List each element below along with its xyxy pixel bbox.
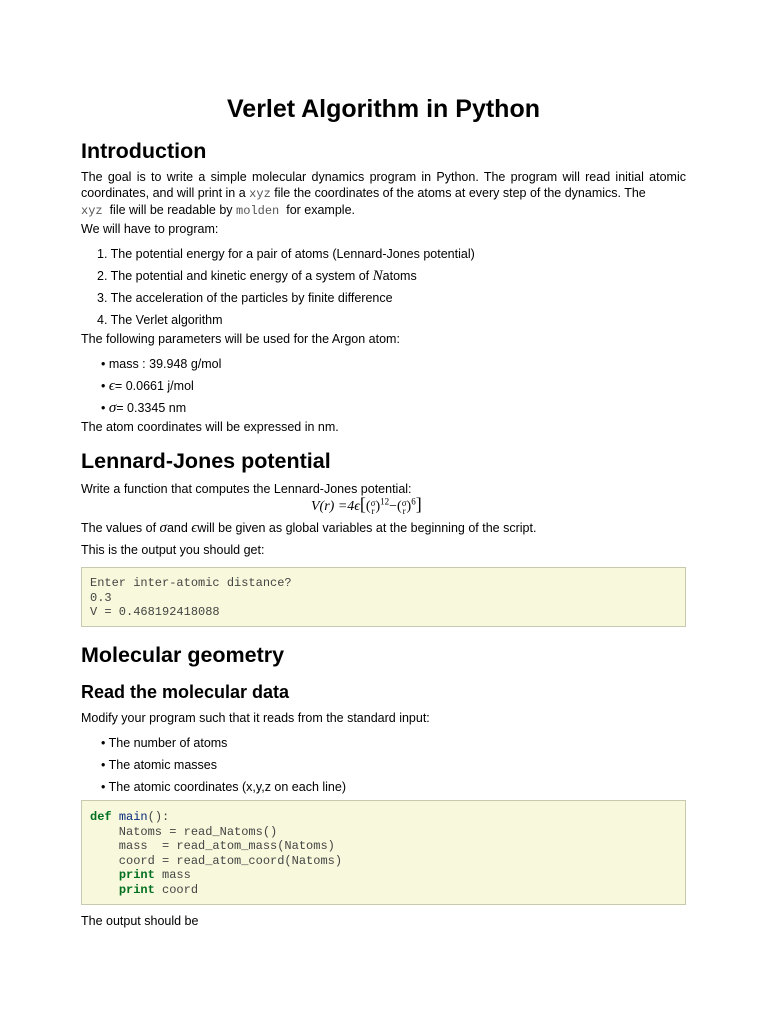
math-symbol-sigma: σ: [159, 520, 167, 536]
output-should-be-text: The output should be: [81, 914, 199, 928]
code-indent: [90, 868, 119, 882]
read-input-text: Modify your program such that it reads from the standard input:: [81, 711, 430, 725]
inline-code-xyz-2: xyz: [81, 204, 103, 218]
formula-fraction: [371, 499, 376, 515]
code-line: mass: [154, 868, 191, 883]
intro-text-d: for example.: [286, 203, 355, 217]
list-item: 3. The acceleration of the particles by finite difference: [97, 291, 393, 305]
math-symbol-epsilon: ϵ: [191, 520, 198, 536]
list-item: • mass : 39.948 g/mol: [101, 357, 222, 371]
math-symbol-n: N: [372, 268, 383, 284]
fraction-denominator: r: [371, 505, 375, 516]
bullet: •: [101, 401, 106, 415]
intro-paragraph: [81, 169, 686, 219]
list-item: • The atomic coordinates (x,y,z on each line): [101, 780, 347, 794]
output-code-text: Enter inter-atomic distance? 0.3 V = 0.468192418088: [90, 576, 292, 620]
math-symbol-epsilon: ϵ: [108, 378, 115, 394]
argon-params-intro: The following parameters will be used for the Argon atom:: [81, 332, 400, 346]
code-line: coord = read_atom_coord(Natoms): [90, 853, 343, 868]
exponent-12: 12: [380, 496, 390, 507]
text: The values of: [81, 521, 157, 535]
code-line: Natoms = read_Natoms(): [90, 824, 278, 839]
math-symbol-sigma: σ: [108, 400, 117, 416]
page-title: Verlet Algorithm in Python: [227, 95, 540, 123]
program-intro-text: We will have to program:: [81, 222, 219, 236]
code-signature: ():: [147, 810, 170, 824]
list-item: [97, 268, 417, 284]
section-heading-lennard-jones: Lennard-Jones potential: [81, 449, 331, 473]
list-item: [101, 400, 186, 416]
text: and: [166, 521, 188, 535]
section-heading-molecular-geometry: Molecular geometry: [81, 643, 285, 667]
list-item: • The atomic masses: [101, 758, 217, 772]
inline-code-xyz: xyz: [249, 187, 271, 201]
fraction-numerator: σ: [370, 497, 376, 508]
list-item: 1. The potential energy for a pair of atoms (Lennard-Jones potential): [97, 247, 475, 261]
intro-text-a: The goal is to write a simple molecular dynamics program in Python. The program will read initial atomic coordinates, and will print in a: [81, 170, 686, 200]
bullet: •: [101, 379, 106, 393]
output-code-block: [81, 567, 686, 627]
coordinates-note: The atom coordinates will be expressed in nm.: [81, 420, 339, 434]
list-item-text: 2. The potential and kinetic energy of a system of: [97, 269, 370, 283]
output-intro-text: This is the output you should get:: [81, 543, 265, 557]
text: will be given as global variables at the beginning of the script.: [197, 521, 537, 535]
intro-text-c: file will be readable by: [109, 203, 233, 217]
list-item: [101, 378, 194, 394]
formula-lhs: V(r) =4ϵ: [311, 499, 360, 514]
global-vars-text: [81, 520, 536, 536]
code-keyword-def: def: [90, 810, 112, 824]
code-keyword-print: print: [118, 868, 155, 883]
code-line: mass = read_atom_mass(Natoms): [90, 839, 335, 854]
main-function-code-block: [81, 800, 686, 905]
lennard-jones-formula: V(r) =4ϵ[( σ r )$^{12}$−( σ r )$^6$]: [311, 494, 422, 516]
list-item-text: = 0.3345 nm: [116, 401, 187, 415]
subsection-heading-read-data: Read the molecular data: [81, 682, 290, 702]
code-function-name: main: [118, 810, 148, 824]
lj-intro-text: Write a function that computes the Lennard-Jones potential:: [81, 482, 412, 496]
code-text: [90, 810, 342, 898]
formula-fraction: [402, 499, 407, 515]
list-item: • The number of atoms: [101, 736, 228, 750]
section-heading-introduction: Introduction: [81, 139, 207, 163]
list-item-tail: atoms: [382, 269, 417, 283]
list-item: 4. The Verlet algorithm: [97, 313, 223, 327]
intro-text-b: file the coordinates of the atoms at every step of the dynamics. The: [274, 186, 646, 200]
code-indent: [90, 883, 119, 897]
exponent-6: 6: [411, 496, 416, 507]
code-keyword-print: print: [118, 882, 155, 897]
inline-code-molden: molden: [236, 204, 280, 218]
fraction-numerator: σ: [401, 497, 407, 508]
code-line: coord: [154, 882, 199, 897]
fraction-denominator: r: [402, 505, 406, 516]
list-item-text: = 0.0661 j/mol: [114, 379, 194, 393]
